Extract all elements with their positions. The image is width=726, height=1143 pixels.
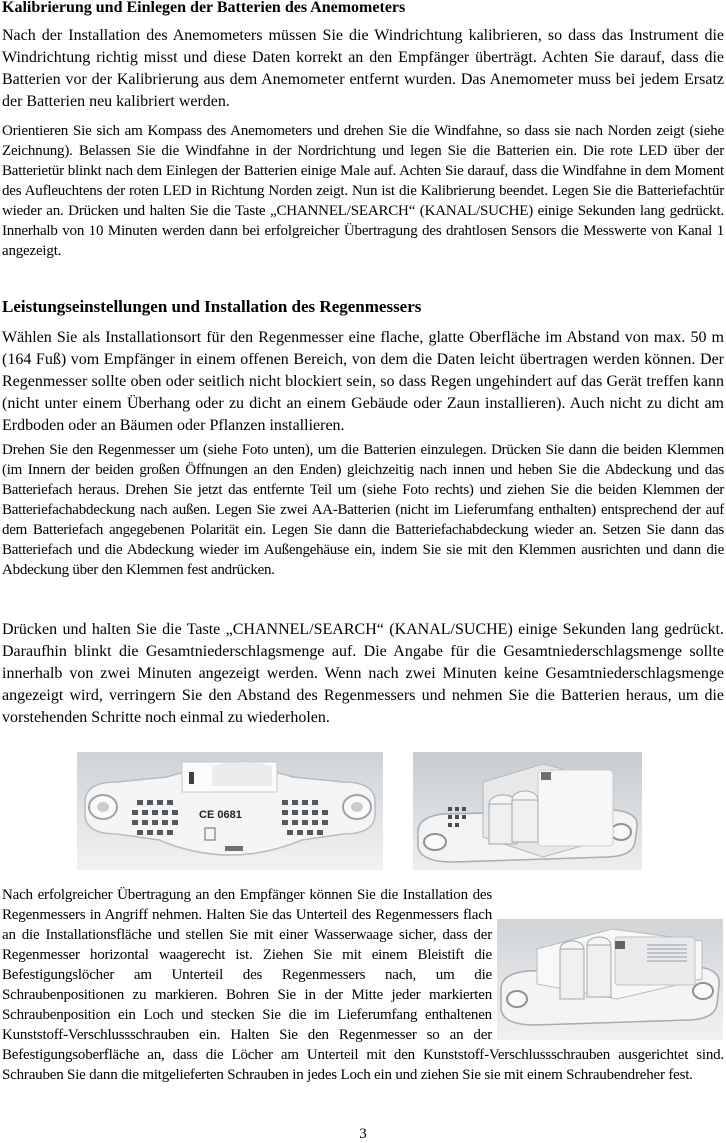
page-number: 3 bbox=[359, 1126, 367, 1142]
heading-anemometer-calibration: Kalibrierung und Einlegen der Batterien des Anemometers bbox=[2, 0, 406, 16]
rain-gauge-underside-illustration bbox=[77, 752, 383, 870]
paragraph-anemometer-intro: Nach der Installation des Anemometers müssen Sie die Windrichtung kalibrieren, so dass das Instrument die Windrichtung richtig misst und diese Daten korrekt an den Empfänger überträgt. Achten Sie darauf, dass die Batterien vor der Kalibrierung aus dem Anemometer entfernt wurden. Das Anemometer muss bei jedem Ersatz der Batterien neu kalibriert werden. bbox=[2, 27, 724, 110]
battery-compartment-illustration bbox=[413, 752, 642, 870]
paragraph-anemometer-calibration-steps: Orientieren Sie sich am Kompass des Anemometers und drehen Sie die Windfahne, so dass sie nach Norden zeigt (siehe Zeichnung). Belassen Sie die Windfahne in der Nordrichtung und legen Sie die Batterien ein. Die rote LED über der Batterietür blinkt nach dem Einlegen der Batterien einige Male auf. Achten Sie darauf, dass die Windfahne in dem Moment des Aufleuchtens der roten LED in Richtung Norden zeigt. Nun ist die Kalibrierung beendet. Legen Sie die Batteriefachtür wieder an. Drücken und halten Sie die Taste „CHANNEL/SEARCH“ (KANAL/SUCHE) einige Sekunden lang gedrückt. Innerhalb von 10 Minuten werden dann bei erfolgreicher Übertragung des drahtlosen Sensors die Messwerte von Kanal 1 angezeigt. bbox=[2, 123, 724, 259]
photo-rain-gauge-underside bbox=[77, 752, 383, 870]
paragraph-rain-gauge-batteries: Drehen Sie den Regenmesser um (siehe Foto unten), um die Batterien einzulegen. Drücken Sie dann die beiden Klemmen (im Innern der beiden großen Öffnungen an den Enden) gleichzeitig nach innen und heben Sie die Abdeckung und das Batteriefach heraus. Drehen Sie jetzt das entfernte Teil um (siehe Foto rechts) und ziehen Sie die beiden Klemmen der Batteriefachabdeckung nach außen. Legen Sie zwei AA-Batterien (nicht im Lieferumfang enthalten) entsprechend der auf dem Batteriefach angegebenen Polarität ein. Legen Sie dann die Batteriefachabdeckung wieder an. Setzen Sie dann das Batteriefach und die Abdeckung wieder im Außengehäuse ein, indem Sie sie mit den Klemmen ausrichten und dann die Abdeckung über den Klemmen fest andrücken. bbox=[2, 442, 724, 578]
paragraph-rain-gauge-pairing: Drücken und halten Sie die Taste „CHANNEL/SEARCH“ (KANAL/SUCHE) einige Sekunden lang gedrückt. Daraufhin blinkt die Gesamtniederschlagsmenge auf. Die Angabe für die Gesamtniederschlagsmenge sollte innerhalb von zwei Minuten angezeigt werden. Wenn nach zwei Minuten keine Gesamtniederschlagsmenge angezeigt wird, verringern Sie den Abstand des Regenmessers und nehmen Sie die Batterien heraus, um die vorstehenden Schritte noch einmal zu wiederholen. bbox=[2, 621, 724, 726]
battery-insertion-illustration bbox=[497, 919, 723, 1040]
heading-rain-gauge-installation: Leistungseinstellungen und Installation des Regenmessers bbox=[2, 297, 422, 316]
paragraph-rain-gauge-mounting-text: Nach erfolgreicher Übertragung an den Empfänger können Sie die Installation des Regenmessers in Angriff nehmen. Halten Sie das Unterteil des Regenmessers flach an die Installationsfläche und stellen Sie mit einer Wasserwaage sicher, dass der Regenmesser horizontal waagerecht ist. Ziehen Sie mit einem Bleistift die Befestigungslöcher am Unterteil des Regenmessers nach, um die Schraubenpositionen zu markieren. Bohren Sie in der Mitte jeder markierten Schraubenposition ein Loch und stecken Sie die im Lieferumfang enthaltenen Kunststoff-Verschlussschrauben ein. Halten Sie den Regenmesser so an der Befestigungsoberfläche an, dass die Löcher am Unterteil mit den Kunststoff-Verschlussschrauben ausgerichtet sind. Schrauben Sie dann die mitgelieferten Schrauben in jedes Loch ein und ziehen Sie sie mit einem Schraubendreher fest. bbox=[2, 887, 724, 1083]
photo-battery-compartment bbox=[413, 752, 642, 870]
ce-marking-label: CE 0681 bbox=[199, 809, 242, 821]
paragraph-rain-gauge-location: Wählen Sie als Installationsort für den Regenmesser eine flache, glatte Oberfläche im Abstand von max. 50 m (164 Fuß) vom Empfänger in einem offenen Bereich, von dem die Daten leicht übertragen werden können. Der Regenmesser sollte oben oder seitlich nicht blockiert sein, so dass Regen ungehindert auf das Gerät treffen kann (nicht unter einem Überhang oder zu dicht an einem Gebäude oder Zaun installieren). Auch nicht zu dicht am Erdboden oder an Bäumen oder Pflanzen installieren. bbox=[2, 329, 724, 434]
photo-battery-insertion bbox=[497, 919, 723, 1040]
